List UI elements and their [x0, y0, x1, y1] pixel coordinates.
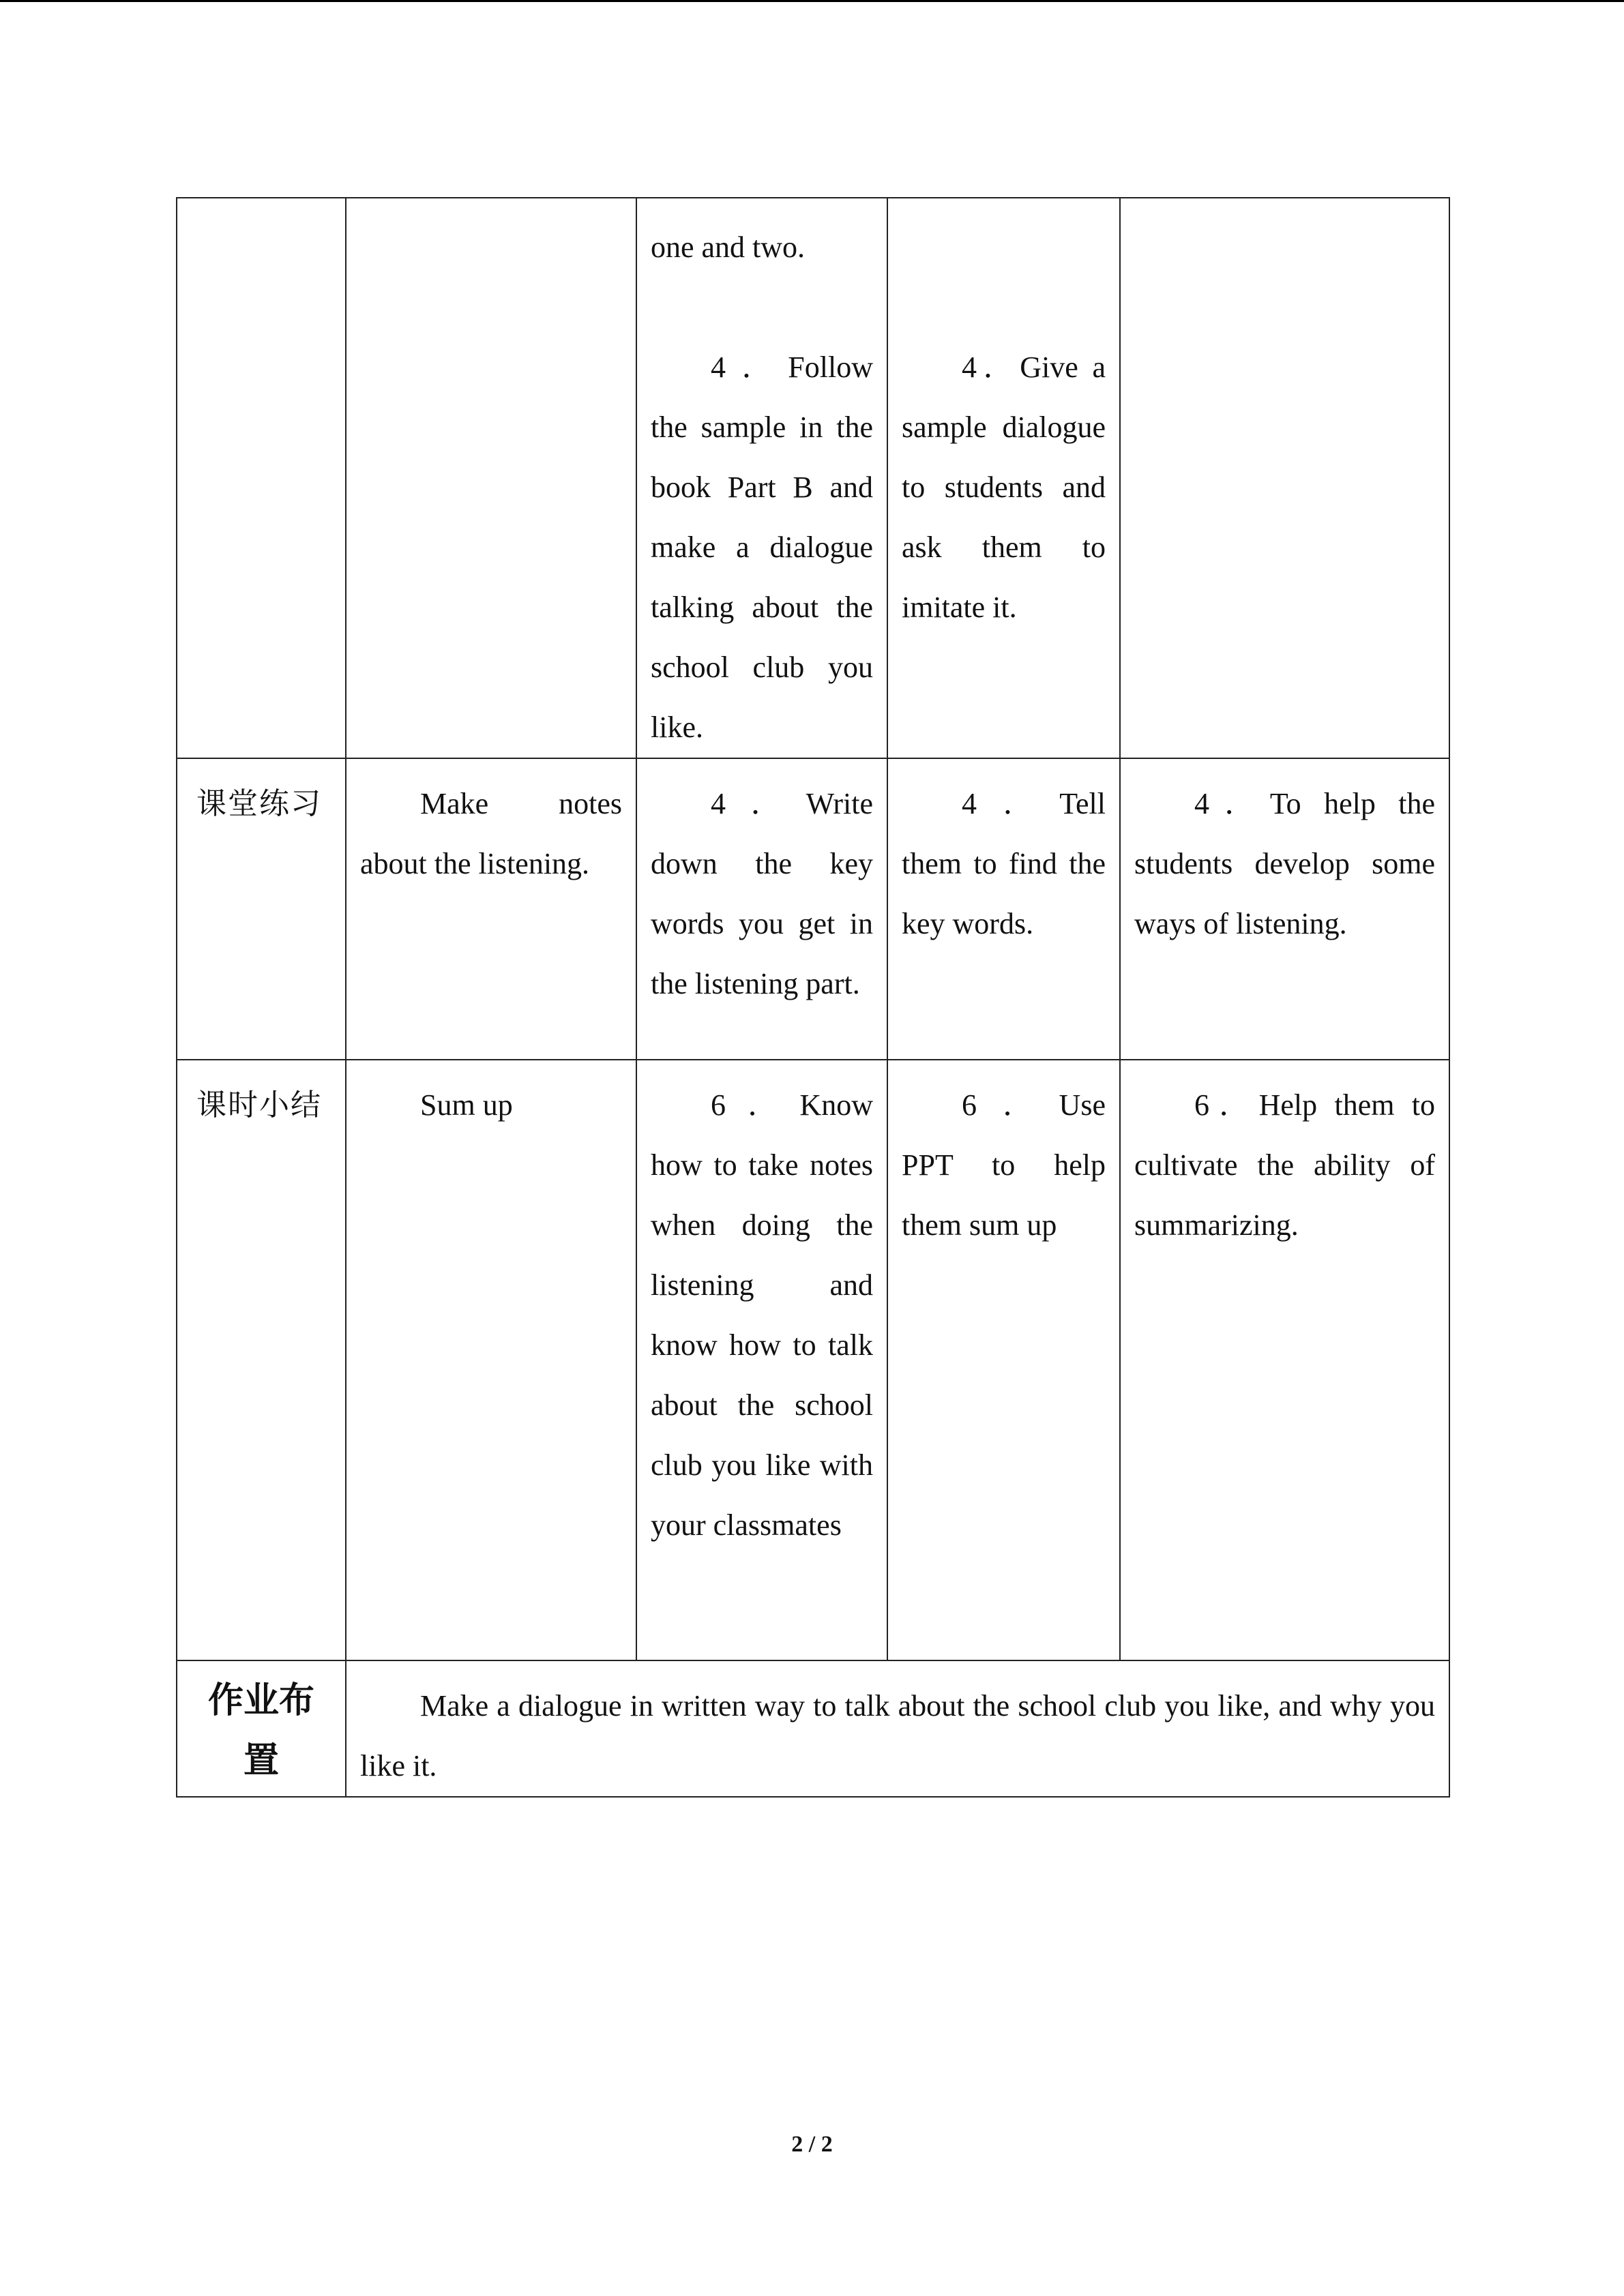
purpose-text: 6．Help them to cultivate the ability of summarizing. [1134, 1088, 1435, 1242]
stage-label: 作业布置 [207, 1680, 314, 1781]
teacher-activity-text: 4．Give a sample dialogue to students and ask them to imitate it. [902, 351, 1106, 624]
purpose-cell [1120, 1060, 1449, 1660]
student-activity-text: 4．Follow the sample in the book Part B and make a dialogue talking about the school club you like. [651, 351, 873, 744]
purpose-cell [1120, 198, 1449, 758]
table-row [177, 198, 1449, 758]
content-text: Make notes about the listening. [360, 787, 622, 880]
student-activity-cell [636, 758, 887, 1060]
content-text: Sum up [420, 1088, 513, 1122]
table-row [177, 1060, 1449, 1660]
content-cell [346, 758, 636, 1060]
student-activity-cell [636, 198, 887, 758]
teacher-activity-cell [887, 1060, 1120, 1660]
student-activity-cell [636, 1060, 887, 1660]
stage-cell [177, 1660, 346, 1797]
student-activity-text: 6．Know how to take notes when doing the listening and know how to talk about the school club you like with your classmates [651, 1088, 873, 1542]
stage-label: 课时小结 [196, 1088, 322, 1122]
teacher-activity-text: 6．Use PPT to help them sum up [902, 1088, 1106, 1242]
table-row [177, 758, 1449, 1060]
homework-text: Make a dialogue in written way to talk about the school club you like, and why you like it. [360, 1689, 1435, 1783]
stage-cell [177, 198, 346, 758]
purpose-cell [1120, 758, 1449, 1060]
student-activity-text: 4．Write down the key words you get in the listening part. [651, 787, 873, 1000]
content-cell [346, 1060, 636, 1660]
stage-label: 课堂练习 [196, 786, 322, 821]
lesson-plan-table [176, 197, 1450, 1798]
teacher-activity-text: 4．Tell them to find the key words. [902, 787, 1106, 940]
purpose-text: 4．To help the students develop some ways of listening. [1134, 787, 1435, 940]
teacher-activity-cell [887, 198, 1120, 758]
stage-cell [177, 758, 346, 1060]
top-border-line [0, 0, 1624, 2]
table-row [177, 1660, 1449, 1797]
homework-cell [346, 1660, 1449, 1797]
content-cell [346, 198, 636, 758]
teacher-activity-cell [887, 758, 1120, 1060]
stage-cell [177, 1060, 346, 1660]
continuation-text: one and two. [651, 230, 806, 264]
page-number: 2 / 2 [791, 2132, 833, 2157]
